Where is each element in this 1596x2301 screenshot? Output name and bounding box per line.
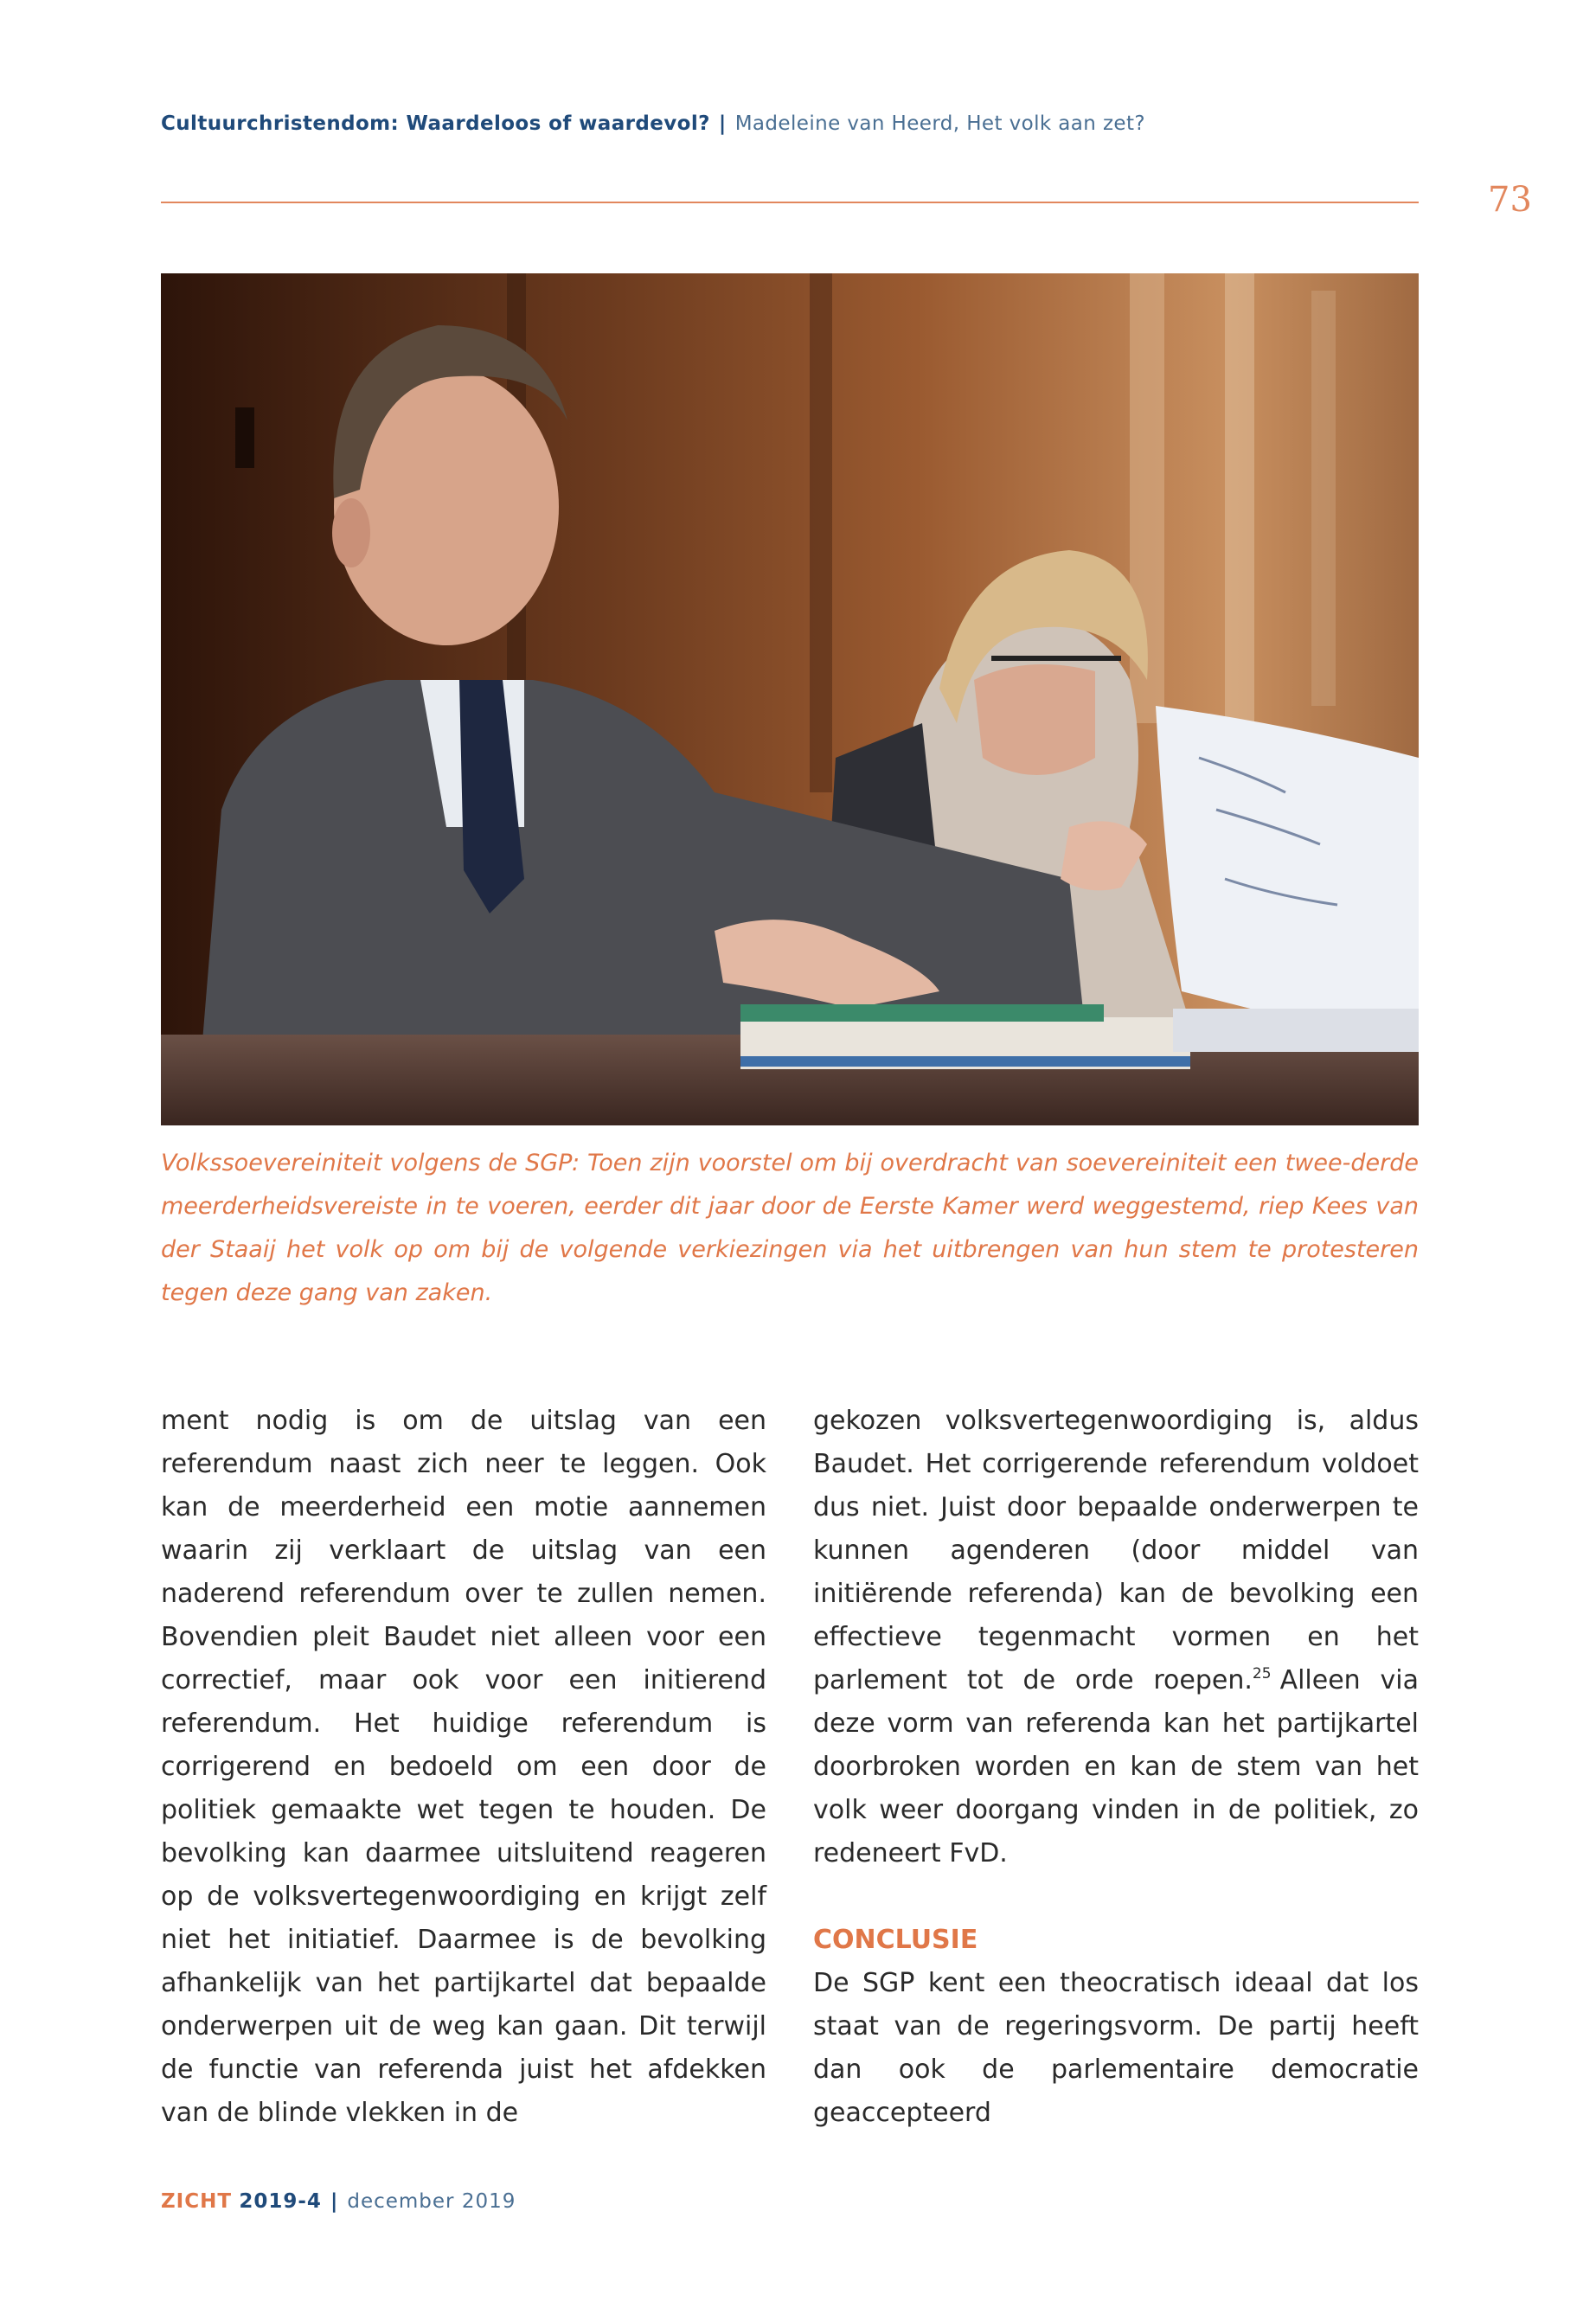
photo-illustration xyxy=(161,273,1419,1125)
photo-caption xyxy=(161,1142,1419,1315)
body-text-after-note: Alleen via deze vorm van referenda kan het partijkartel doorbroken worden en kan de stem van het volk weer doorgang vinden in de politiek, zo redeneert FvD. xyxy=(813,1665,1419,1868)
issue-date: december 2019 xyxy=(347,2190,516,2213)
article-author-title: Madeleine van Heerd, Het volk aan zet? xyxy=(734,112,1146,135)
journal-section-title: Cultuurchristendom: Waardeloos of waardevol? xyxy=(161,112,710,135)
section-heading: CONCLUSIE xyxy=(813,1925,978,1955)
footnote-reference[interactable]: 25 xyxy=(1252,1665,1272,1682)
caption-text: Volkssoevereiniteit volgens de SGP: Toen zijn voorstel om bij overdracht van soevereiniteit een twee-derde meerderheidsvereiste in te voeren, eerder dit jaar door de Eerste Kamer werd weggestemd, riep Kees van der Staaij het volk op om bij de volgende verkiezingen via het uitbrengen van hun stem te protesteren tegen deze gang van zaken. xyxy=(161,1150,1419,1306)
magazine-name: ZICHT xyxy=(161,2190,233,2213)
body-column-left xyxy=(161,1400,766,2135)
page-footer xyxy=(161,2190,516,2213)
issue-number: 2019-4 xyxy=(239,2190,322,2213)
running-header xyxy=(161,112,1145,135)
body-column-right xyxy=(813,1400,1419,2135)
conclusion-paragraph: De SGP kent een theocratisch ideaal dat los staat van de regeringsvorm. De partij heeft dan ook de parlementaire democratie geaccepteerd xyxy=(813,1968,1419,2128)
body-paragraph-continued xyxy=(813,1400,1419,1875)
article-photo xyxy=(161,273,1419,1125)
body-paragraph: ment nodig is om de uitslag van een referendum naast zich neer te leggen. Ook kan de meerderheid een motie aannemen waarin zij verklaart de uitslag van een naderend referendum over te zullen nemen. Bovendien pleit Baudet niet alleen voor een correctief, maar ook voor een initierend referendum. Het huidige referendum is corrigerend en bedoeld om een door de politiek gemaakte wet tegen te houden. De bevolking kan daarmee uitsluitend reageren op de volksvertegenwoordiging en krijgt zelf niet het initiatief. Daarmee is de bevolking afhankelijk van het partijkartel dat bepaalde onderwerpen uit de weg kan gaan. Dit terwijl de functie van referenda juist het afdekken van de blinde vlekken in de xyxy=(161,1406,766,2128)
page-number: 73 xyxy=(1488,180,1532,220)
header-rule xyxy=(161,202,1419,203)
body-text: gekozen volksvertegenwoordiging is, aldus Baudet. Het corrigerende referendum voldoet dus niet. Juist door bepaalde onderwerpen te kunnen agenderen (door middel van initiërende referenda) kan de bevolking een effectieve tegenmacht vormen en het parlement tot de orde roepen. xyxy=(813,1406,1419,1695)
header-separator: | xyxy=(718,112,727,135)
footer-separator: | xyxy=(330,2190,339,2213)
